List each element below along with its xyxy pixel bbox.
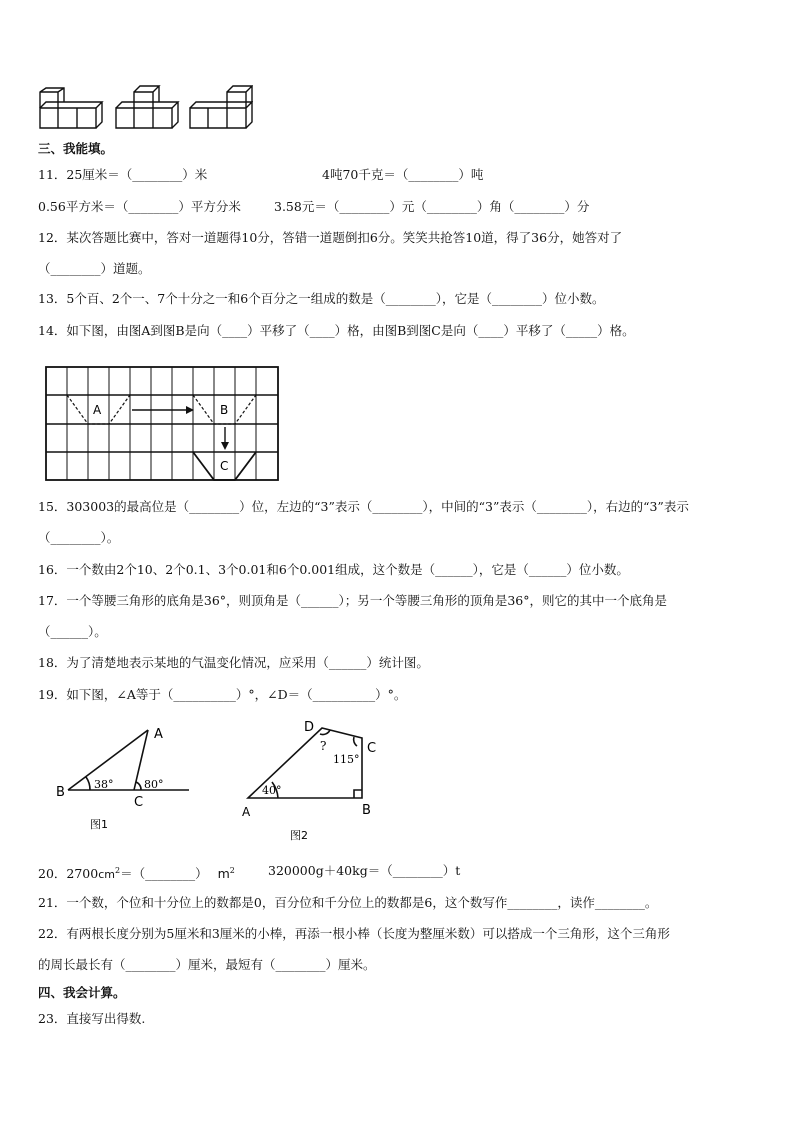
section-3-title: 三、我能填。 <box>38 141 114 156</box>
q15-line2: （________）。 <box>38 530 120 545</box>
q21: 21．一个数，个位和十分位上的数都是0，百分位和千分位上的数都是6，这个数写作________，读作________。 <box>38 895 658 910</box>
fig1-angle-b: 38° <box>94 778 114 791</box>
q16: 16．一个数由2个10、2个0.1、3个0.01和6个0.001组成，这个数是（______），它是（______）位小数。 <box>38 562 629 577</box>
q12-line2: （________）道题。 <box>38 261 151 276</box>
q13: 13．5个百、2个一、7个十分之一和6个百分之一组成的数是（________），它是（________）位小数。 <box>38 291 605 306</box>
q12-line1: 12．某次答题比赛中，答对一道题得10分，答错一道题倒扣6分。笑笑共抢答10道，得了36分，她答对了 <box>38 230 623 245</box>
translation-grid-figure <box>44 364 284 484</box>
fig1-vertex-b: B <box>56 785 65 800</box>
fig2-vertex-d: D <box>304 720 315 735</box>
fig1-caption: 图1 <box>90 818 108 831</box>
fig2-vertex-c: C <box>367 741 377 756</box>
q19: 19．如下图，∠A等于（__________）°，∠D＝（__________）°。 <box>38 687 407 702</box>
q20-unit-cm: cm <box>98 868 115 882</box>
cube-figure-1 <box>40 88 102 128</box>
q22-line1: 22．有两根长度分别为5厘米和3厘米的小棒，再添一根小棒（长度为整厘米数）可以搭成一个三角形，这个三角形 <box>38 926 670 941</box>
q17-line2: （______）。 <box>38 624 107 639</box>
q20-sup2: 2 <box>229 866 235 875</box>
q15-line1: 15．303003的最高位是（________）位，左边的“3”表示（________），中间的“3”表示（________），右边的“3”表示 <box>38 499 689 514</box>
q20-b: 320000g＋40kg＝（________）t <box>268 863 461 878</box>
q23: 23．直接写出得数. <box>38 1011 146 1026</box>
fig2-angle-a: 40° <box>262 784 282 797</box>
fig2-caption: 图2 <box>290 829 308 842</box>
q18: 18．为了清楚地表示某地的气温变化情况，应采用（______）统计图。 <box>38 655 429 670</box>
q20-a <box>38 862 235 884</box>
q20-value: 20．2700 <box>38 866 99 882</box>
section-4-title: 四、我会计算。 <box>38 985 126 1000</box>
cube-figure-2 <box>116 86 178 128</box>
q20-sup: 2 <box>114 866 121 875</box>
fig2-angle-c: 115° <box>333 753 360 766</box>
fig2-vertex-b: B <box>362 803 371 818</box>
cube-figures <box>38 84 253 132</box>
q22-line2: 的周长最长有（________）厘米，最短有（________）厘米。 <box>38 957 376 972</box>
q11-a: 11．25厘米＝（________）米 <box>38 167 208 182</box>
q14: 14．如下图，由图A到图B是向（____）平移了（____）格，由图B到图C是向（____）平移了（_____）格。 <box>38 323 635 338</box>
q11-c: 0.56平方米＝（________）平方分米 <box>38 199 241 214</box>
quadrilateral-figure-2 <box>238 716 388 844</box>
shape-b-label: B <box>220 403 229 417</box>
fig2-unknown-angle: ? <box>320 739 327 753</box>
q20-blank: ＝（________） <box>120 866 208 882</box>
cube-figure-3 <box>190 86 252 128</box>
fig2-vertex-a: A <box>242 805 251 819</box>
shape-c-label: C <box>220 459 229 473</box>
q20-unit-m: m <box>217 866 230 882</box>
fig1-angle-c: 80° <box>144 778 164 791</box>
fig1-vertex-a: A <box>154 727 163 742</box>
shape-a-label: A <box>93 403 102 417</box>
triangle-figure-1 <box>54 722 204 832</box>
q11-b: 4吨70千克＝（________）吨 <box>322 167 484 182</box>
q11-d: 3.58元＝（________）元（________）角（________）分 <box>274 199 590 214</box>
q17-line1: 17．一个等腰三角形的底角是36°，则顶角是（______）；另一个等腰三角形的顶角是36°，则它的其中一个底角是 <box>38 593 667 608</box>
fig1-vertex-c: C <box>134 795 144 810</box>
